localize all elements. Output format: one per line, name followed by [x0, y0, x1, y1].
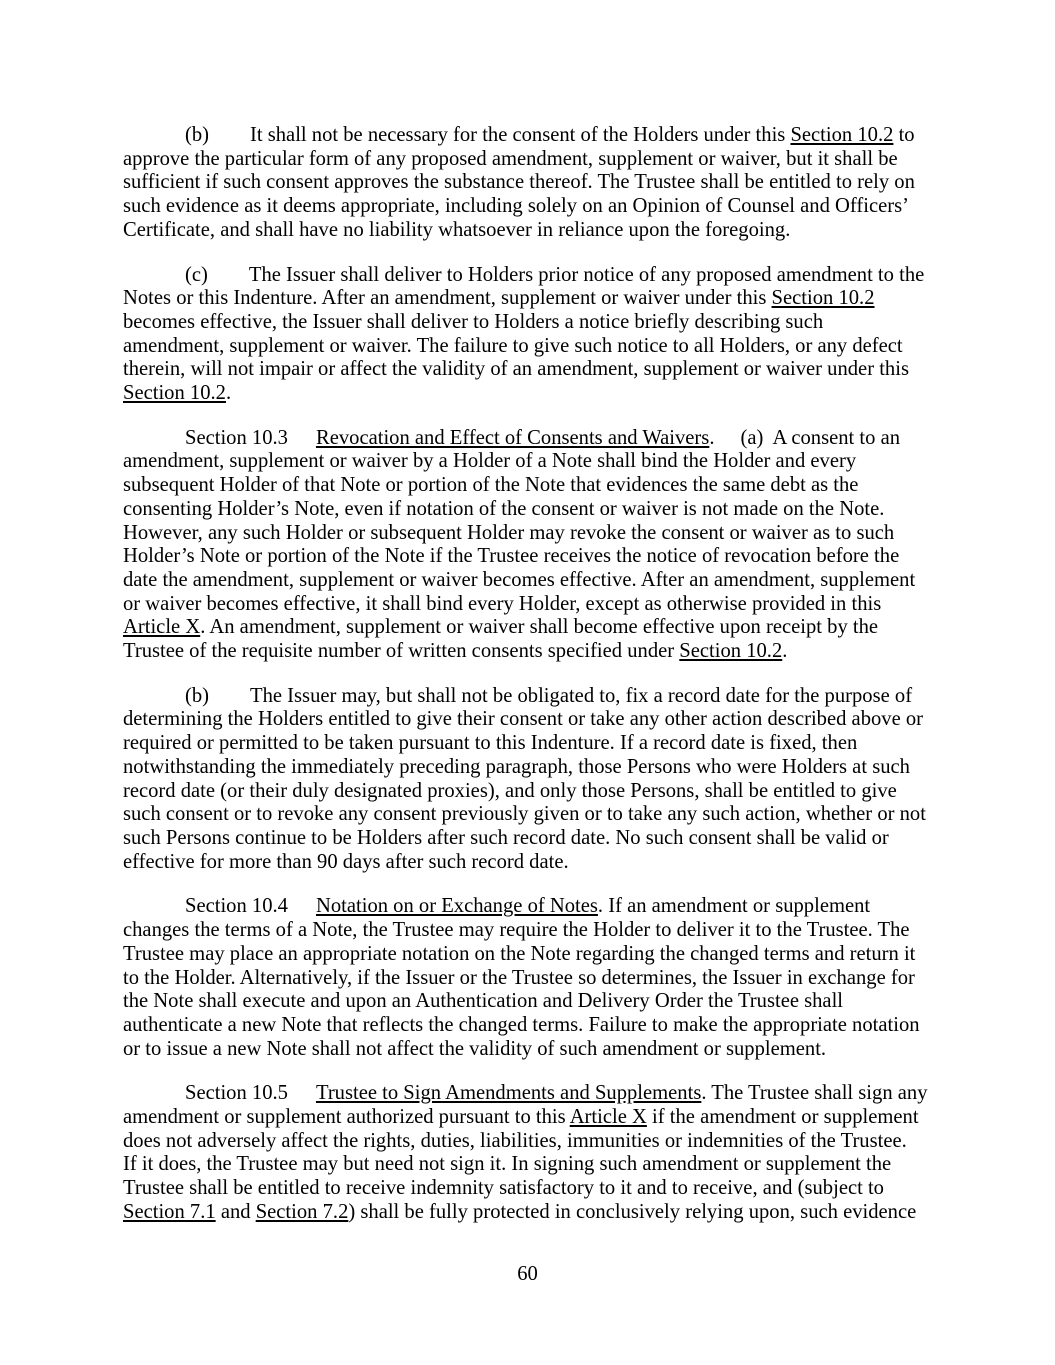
page-number: 60 — [517, 1263, 538, 1285]
text-segment: Holder’s Note or portion of the Note if the Trustee receives the notice of revocation before the — [123, 545, 900, 568]
text-segment: (a) A consent to an — [740, 426, 901, 449]
text-segment: amendment or supplement authorized pursuant to this — [123, 1106, 570, 1129]
text-line — [123, 1082, 939, 1106]
text-line — [123, 358, 939, 382]
text-segment: required or permitted to be taken pursuant to this Indenture. If a record date is fixed, then — [123, 732, 858, 755]
text-line — [123, 545, 939, 569]
text-segment: to — [893, 124, 915, 146]
text-segment: Certificate, and shall have no liability whatsoever in reliance upon the foregoing. — [123, 218, 791, 241]
text-segment: Trustee shall be entitled to receive indemnity satisfactory to it and to receive, and (subject to — [123, 1177, 884, 1200]
text-segment: to the Holder. Alternatively, if the Issuer or the Trustee so determines, the Issuer in exchange for — [123, 966, 915, 989]
text-segment: Section 10.3 — [185, 426, 288, 449]
text-line — [123, 1014, 939, 1038]
text-segment: (b) — [185, 124, 210, 146]
text-line — [123, 919, 939, 943]
text-line — [123, 756, 939, 780]
text-line — [123, 732, 939, 756]
text-segment: or to issue a new Note shall not affect the validity of such amendment or supplement. — [123, 1037, 827, 1060]
paragraph — [123, 124, 939, 243]
text-segment: effective for more than 90 days after such record date. — [123, 850, 569, 873]
text-line — [123, 780, 939, 804]
text-segment: such consent or to revoke any consent previously given or to take any such action, whether or not — [123, 803, 926, 826]
text-line — [123, 967, 939, 991]
text-segment: Notes or this Indenture. After an amendment, supplement or waiver under this — [123, 287, 772, 310]
underlined-reference: Notation on or Exchange of Notes — [315, 895, 598, 918]
text-line — [123, 498, 939, 522]
text-line — [123, 827, 939, 851]
text-line — [123, 1201, 939, 1225]
text-line — [123, 1038, 939, 1062]
paragraph — [123, 1082, 939, 1224]
text-line — [123, 522, 939, 546]
text-line — [123, 990, 939, 1014]
text-segment: approve the particular form of any proposed amendment, supplement or waiver, but it shall be — [123, 147, 898, 170]
text-segment: or waiver becomes effective, it shall bind every Holder, except as otherwise provided in this — [123, 592, 882, 615]
text-segment: Section 10.4 — [185, 895, 288, 918]
underlined-reference: Section 10.2 — [123, 382, 226, 405]
text-segment: If it does, the Trustee may but need not sign it. In signing such amendment or supplement the — [123, 1153, 892, 1176]
text-segment: determining the Holders entitled to give their consent or take any other action described above or — [123, 708, 924, 731]
text-line — [123, 474, 939, 498]
text-line — [123, 219, 939, 243]
text-segment: (b) — [185, 684, 210, 707]
text-line — [123, 593, 939, 617]
text-segment: Section 10.5 — [185, 1082, 288, 1105]
paragraph — [123, 427, 939, 664]
text-segment: changes the terms of a Note, the Trustee may require the Holder to deliver it to the Trustee. The — [123, 919, 910, 942]
text-line — [123, 195, 939, 219]
text-segment: ) shall be fully protected in conclusively relying upon, such evidence — [348, 1200, 917, 1223]
text-segment: . The Trustee shall sign any — [701, 1082, 928, 1105]
text-segment: (c) — [185, 263, 208, 286]
underlined-reference: Section 10.2 — [679, 640, 783, 663]
underlined-reference: Trustee to Sign Amendments and Supplements — [315, 1082, 702, 1105]
text-line — [123, 427, 939, 451]
text-line — [123, 171, 939, 195]
text-segment: . — [782, 640, 788, 663]
text-segment: record date (or their duly designated proxies), and only those Persons, shall be entitled to give — [123, 779, 897, 802]
text-segment: such Persons continue to be Holders after such record date. No such consent shall be valid or — [123, 826, 889, 849]
text-line — [123, 616, 939, 640]
paragraph — [123, 685, 939, 875]
text-line — [123, 1177, 939, 1201]
text-segment: does not adversely affect the rights, duties, liabilities, immunities or indemnities of the Trustee. — [123, 1129, 907, 1152]
underlined-reference: Section 7.2 — [255, 1200, 349, 1223]
text-segment: amendment, supplement or waiver. The failure to give such notice to all Holders, or any defect — [123, 334, 903, 357]
underlined-reference: Article X — [123, 616, 201, 639]
text-segment: . — [225, 382, 232, 405]
text-segment: such evidence as it deems appropriate, including solely on an Opinion of Counsel and Officers’ — [123, 195, 909, 218]
text-line — [123, 382, 939, 406]
text-segment: the Note shall execute and upon an Authentication and Delivery Order the Trustee shall — [123, 990, 844, 1013]
text-segment: Trustee of the requisite number of written consents specified under — [123, 640, 680, 663]
text-line — [123, 895, 939, 919]
text-segment: notwithstanding the immediately preceding paragraph, those Persons who were Holders at such — [123, 755, 910, 778]
text-line — [123, 287, 939, 311]
document-body — [123, 124, 939, 1246]
text-segment: . If an amendment or supplement — [597, 895, 871, 918]
text-line — [123, 640, 939, 664]
text-segment: authenticate a new Note that reflects the changed terms. Failure to make the appropriate notation — [123, 1013, 920, 1036]
underlined-reference: Article X — [569, 1106, 647, 1129]
text-segment: The Issuer shall deliver to Holders prior notice of any proposed amendment to the — [248, 263, 925, 286]
text-line — [123, 1153, 939, 1177]
paragraph — [123, 264, 939, 406]
text-line — [123, 685, 939, 709]
text-segment: amendment, supplement or waiver by a Holder of a Note shall bind the Holder and every — [123, 450, 857, 473]
text-segment: date the amendment, supplement or waiver becomes effective. After an amendment, supplement — [123, 568, 916, 591]
text-line — [123, 569, 939, 593]
text-line — [123, 851, 939, 875]
text-segment: . An amendment, supplement or waiver shall become effective upon receipt by the — [200, 616, 879, 639]
text-segment: Trustee may place an appropriate notation on the Note regarding the changed terms and return it — [123, 942, 916, 965]
text-segment: . — [709, 426, 715, 449]
text-line — [123, 311, 939, 335]
text-segment: consenting Holder’s Note, even if notation of the consent or waiver is not made on the Note. — [123, 497, 885, 520]
text-segment: It shall not be necessary for the consent of the Holders under this — [250, 124, 791, 146]
text-line — [123, 1106, 939, 1130]
text-line — [123, 1130, 939, 1154]
underlined-reference: Section 7.1 — [123, 1200, 216, 1223]
paragraph — [123, 895, 939, 1061]
text-line — [123, 450, 939, 474]
text-line — [123, 335, 939, 359]
text-line — [123, 124, 939, 148]
text-line — [123, 148, 939, 172]
text-segment: and — [215, 1200, 256, 1223]
underlined-reference: Revocation and Effect of Consents and Waivers — [315, 426, 710, 449]
text-segment: becomes effective, the Issuer shall deliver to Holders a notice briefly describing such — [123, 310, 824, 333]
text-segment: However, any such Holder or subsequent Holder may revoke the consent or waiver as to such — [123, 521, 895, 544]
text-segment: The Issuer may, but shall not be obligated to, fix a record date for the purpose of — [250, 684, 913, 707]
underlined-reference: Section 10.2 — [790, 124, 894, 146]
underlined-reference: Section 10.2 — [771, 287, 875, 310]
text-line — [123, 803, 939, 827]
text-segment: if the amendment or supplement — [646, 1106, 919, 1129]
text-line — [123, 708, 939, 732]
text-segment: therein, will not impair or affect the validity of an amendment, supplement or waiver under this — [123, 358, 909, 381]
text-line — [123, 264, 939, 288]
text-segment: subsequent Holder of that Note or portion of the Note that evidences the same debt as the — [123, 474, 859, 497]
text-line — [123, 943, 939, 967]
text-segment: sufficient if such consent approves the substance thereof. The Trustee shall be entitled to rely on — [123, 171, 915, 194]
